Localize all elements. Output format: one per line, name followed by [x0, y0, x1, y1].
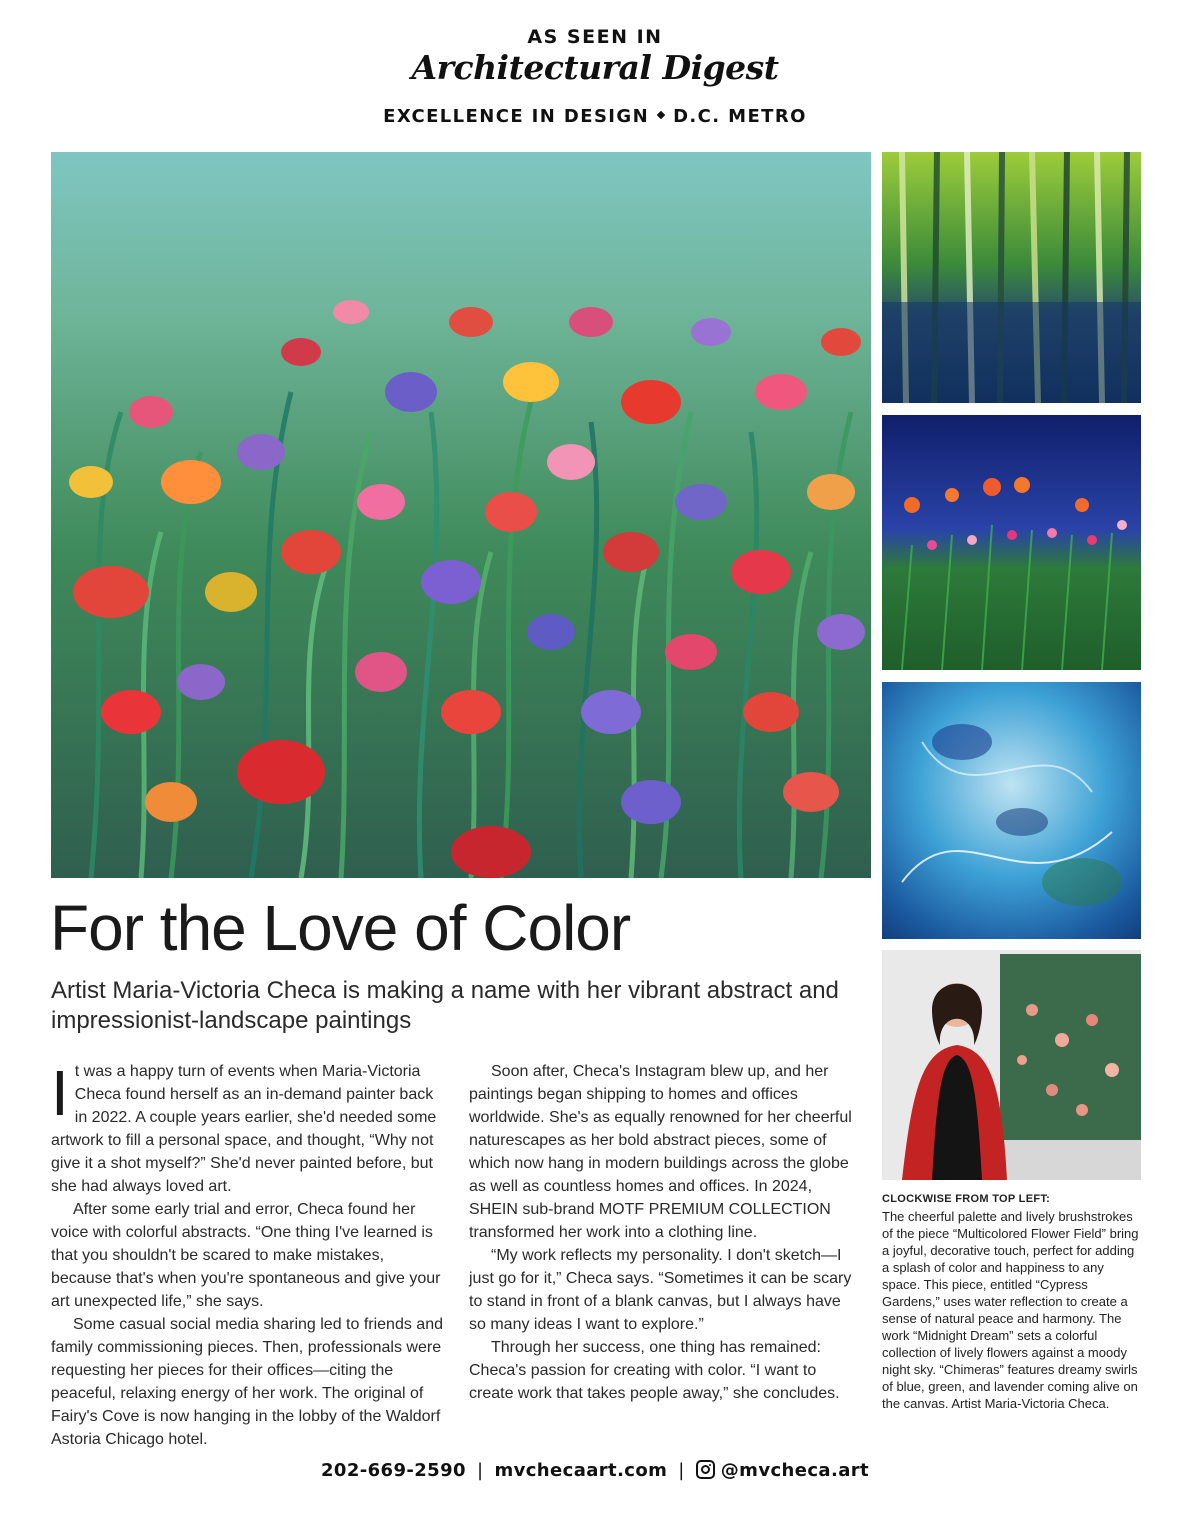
artist-portrait-photo	[882, 950, 1141, 1180]
instagram-handle[interactable]: @mvcheca.art	[720, 1460, 870, 1481]
as-seen-in-label: AS SEEN IN	[527, 26, 663, 48]
section-line	[0, 106, 1190, 127]
midnight-dream-painting	[882, 415, 1141, 670]
publication-name: Architectural Digest	[411, 48, 779, 87]
paragraph-5: “My work reflects my personality. I don't sketch—I just go for it,” Checa says. “Sometimes it can be scary to stand in front of a blank canvas, but I always have so many ideas I want to explore.”	[469, 1247, 852, 1333]
paragraph-3: Some casual social media sharing led to friends and family commissioning pieces. Then, professionals were requesting her pieces for their offices—citing the peaceful, relaxing energy of her work. The original of Fairy's Cove is now hanging in the lobby of the Waldorf Astoria Chicago hotel.	[51, 1316, 443, 1448]
caption-heading: CLOCKWISE FROM TOP LEFT:	[882, 1193, 1051, 1205]
instagram-icon	[696, 1460, 715, 1479]
paragraph-1-text: t was a happy turn of events when Maria-Victoria Checa found herself as an in-demand painter back in 2022. A couple years earlier, she'd needed some artwork to fill a personal space, and thought, “Why not give it a shot myself?” She'd never painted before, but she had always loved art.	[51, 1063, 437, 1195]
paragraph-2: After some early trial and error, Checa found her voice with colorful abstracts. “One thing I've learned is that you shouldn't be scared to make mistakes, because that's when you're spontaneous and give your art unexpected life,” she says.	[51, 1201, 441, 1310]
photo-caption	[882, 1191, 1144, 1412]
paragraph-1	[51, 1057, 443, 1198]
article-headline: For the Love of Color	[50, 892, 631, 964]
diamond-icon	[657, 111, 665, 119]
body-column-right	[469, 1060, 855, 1405]
drop-cap: I	[51, 1057, 69, 1129]
cypress-gardens-painting	[882, 152, 1141, 403]
section-right: D.C. METRO	[673, 106, 807, 127]
masthead	[0, 26, 1190, 88]
flower-field-painting	[51, 152, 871, 878]
chimeras-painting	[882, 682, 1141, 939]
article-deck: Artist Maria-Victoria Checa is making a name with her vibrant abstract and impressionist-landscape paintings	[51, 977, 839, 1034]
section-left: EXCELLENCE IN DESIGN	[383, 106, 650, 127]
website-link[interactable]: mvchecaart.com	[494, 1460, 668, 1481]
paragraph-6: Through her success, one thing has remained: Checa's passion for creating with color. “I want to create work that takes people away,” she concludes.	[469, 1339, 840, 1402]
caption-body: The cheerful palette and lively brushstrokes of the piece “Multicolored Flower Field” bring a joyful, decorative touch, perfect for adding a splash of color and happiness to any space. This piece, entitled “Cypress Gardens,” uses water reflection to create a sense of natural peace and harmony. The work “Midnight Dream” sets a colorful collection of lively flowers against a moody night sky. “Chimeras” features dreamy swirls of blue, green, and lavender coming alive on the canvas. Artist Maria-Victoria Checa.	[882, 1209, 1139, 1411]
separator: |	[678, 1460, 685, 1481]
phone-number[interactable]: 202-669-2590	[320, 1460, 466, 1481]
paragraph-4: Soon after, Checa's Instagram blew up, and her paintings began shipping to homes and offices worldwide. She's as equally renowned for her cheerful naturescapes as her bold abstract pieces, some of which now hang in modern buildings across the globe as well as countless homes and offices. In 2024, SHEIN sub-brand MOTF PREMIUM COLLECTION transformed her work into a clothing line.	[469, 1063, 852, 1241]
contact-footer	[0, 1460, 1190, 1481]
body-column-left	[51, 1057, 443, 1451]
separator: |	[476, 1460, 484, 1481]
